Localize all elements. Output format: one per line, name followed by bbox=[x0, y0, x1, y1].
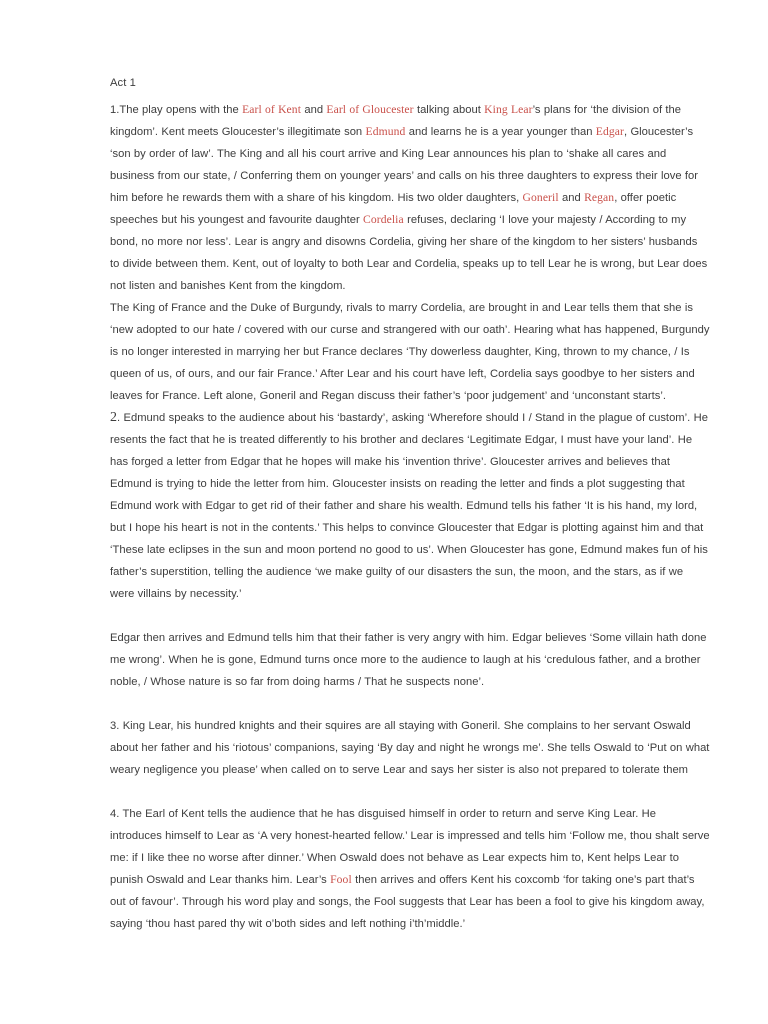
body-text-run: talking about bbox=[413, 104, 485, 116]
character-name-highlight: Cordelia bbox=[363, 213, 404, 226]
character-name-highlight: Edmund bbox=[365, 125, 406, 138]
body-text-run: and learns he is a year younger than bbox=[405, 126, 596, 138]
paragraph-section-1 bbox=[110, 99, 710, 297]
body-text-run: ’s plans for ‘the division of the kingdom’. Kent meets Gloucester’s illegitimate son bbox=[110, 104, 682, 138]
body-text-run: . Edmund speaks to the audience about his ‘bastardy’, asking ‘Wherefore should I / Stand in the plague of custom’. He resents the fact that he is treated differently to his brother and declares ‘Legitimate Edgar, I must have your land’. He has forged a letter from Edgar that he hopes will make his ‘invention thrive’. Gloucester arrives and believes that Edmund is trying to hide the letter from him. Gloucester insists on reading the letter and finds a plot suggesting that Edmund work with Edgar to get rid of their father and share his wealth. Edmund tells his father ‘It is his hand, my lord, but I hope his heart is not in the contents.’ This helps to convince Gloucester that Edgar is plotting against him and that ‘These late eclipses in the sun and moon portend no good to us’. When Gloucester has gone, Edmund makes fun of his father’s superstition, telling the audience ‘we make guilty of our disasters the sun, the moon, and the stars, as if we were villains by necessity.’ bbox=[110, 412, 708, 600]
sections-container bbox=[110, 99, 710, 935]
character-name-highlight: Edgar bbox=[595, 125, 624, 138]
character-name-highlight: Earl of Kent bbox=[242, 103, 302, 116]
body-text-run: and bbox=[301, 104, 327, 116]
body-text-run: refuses, declaring ‘I love your majesty / According to my bond, no more nor less’. Lear is angry and disowns Cordelia, giving her share of the kingdom to her sisters’ husbands to divide between them. Kent, out of loyalty to both Lear and Cordelia, speaks up to tell Lear he is wrong, but Lear does not listen and banishes Kent from the kingdom. bbox=[110, 214, 708, 292]
body-text-run: Edgar then arrives and Edmund tells him that their father is very angry with him. Edgar believes ‘Some villain hath done me wrong’. When he is gone, Edmund turns once more to the audience to laugh at his ‘credulous father, and a brother noble, / Whose nature is so far from doing harms / That he suspects none’. bbox=[110, 632, 707, 688]
paragraph-section-1b bbox=[110, 297, 710, 407]
paragraph-section-2b bbox=[110, 627, 710, 693]
body-text-run: 3. King Lear, his hundred knights and their squires are all staying with Goneril. She complains to her servant Oswald about her father and his ‘riotous’ companions, saying ‘By day and night he wrongs me’. She tells Oswald to ‘Put on what weary negligence you please’ when called on to serve Lear and says her sister is also not prepared to tolerate them bbox=[110, 720, 710, 776]
paragraph-section-3 bbox=[110, 715, 710, 781]
character-name-highlight: Fool bbox=[330, 873, 352, 886]
body-text-run: 4. The Earl of Kent tells the audience that he has disguised himself in order to return and serve King Lear. He introduces himself to Lear as ‘A very honest-hearted fellow.’ Lear is impressed and tells him ‘Follow me, thou shalt serve me: if I like thee no worse after dinner.’ When Oswald does not behave as Lear expects him to, Kent helps Lear to punish Oswald and Lear thanks him. Lear’s bbox=[110, 808, 710, 886]
document-body bbox=[110, 72, 710, 935]
paragraph-section-4 bbox=[110, 803, 710, 935]
character-name-highlight: Earl of Gloucester bbox=[326, 103, 414, 116]
body-text-run: , offer poetic speeches but his youngest and favourite daughter bbox=[110, 192, 677, 226]
body-text-run: then arrives and offers Kent his coxcomb ‘for taking one’s part that’s out of favour’. Through his word play and songs, the Fool suggests that Lear has been a fool to give his kingdom away, saying ‘thou hast pared thy wit o’both sides and left nothing i’th’middle.’ bbox=[110, 874, 705, 930]
character-name-highlight: Regan bbox=[584, 191, 615, 204]
character-name-highlight: King Lear bbox=[484, 103, 533, 116]
page-title: Act 1 bbox=[110, 77, 136, 89]
body-text-run: and bbox=[558, 192, 585, 204]
body-text-run: , Gloucester’s ‘son by order of law’. The King and all his court arrive and King Lear announces his plan to ‘shake all cares and business from our state, / Conferring them on younger years’ and calls on his three daughters to express their love for him before he rewards them with a share of his kingdom. His two older daughters, bbox=[110, 126, 699, 204]
character-name-highlight: Goneril bbox=[522, 191, 559, 204]
paragraph-section-2 bbox=[110, 407, 710, 605]
body-text-run: 1.The play opens with the bbox=[110, 104, 243, 116]
body-text-run: The King of France and the Duke of Burgundy, rivals to marry Cordelia, are brought in and Lear tells them that she is ‘new adopted to our hate / covered with our curse and strangered with our oath’. Hearing what has happened, Burgundy is no longer interested in marrying her but France declares ‘Thy dowerless daughter, King, thrown to my chance, / Is queen of us, of ours, and our fair France.’ After Lear and his court have left, Cordelia says goodbye to her sisters and leaves for France. Left alone, Goneril and Regan discuss their father’s ‘poor judgement’ and ‘unconstant starts’. bbox=[110, 302, 710, 402]
section-number: 2 bbox=[110, 410, 118, 425]
